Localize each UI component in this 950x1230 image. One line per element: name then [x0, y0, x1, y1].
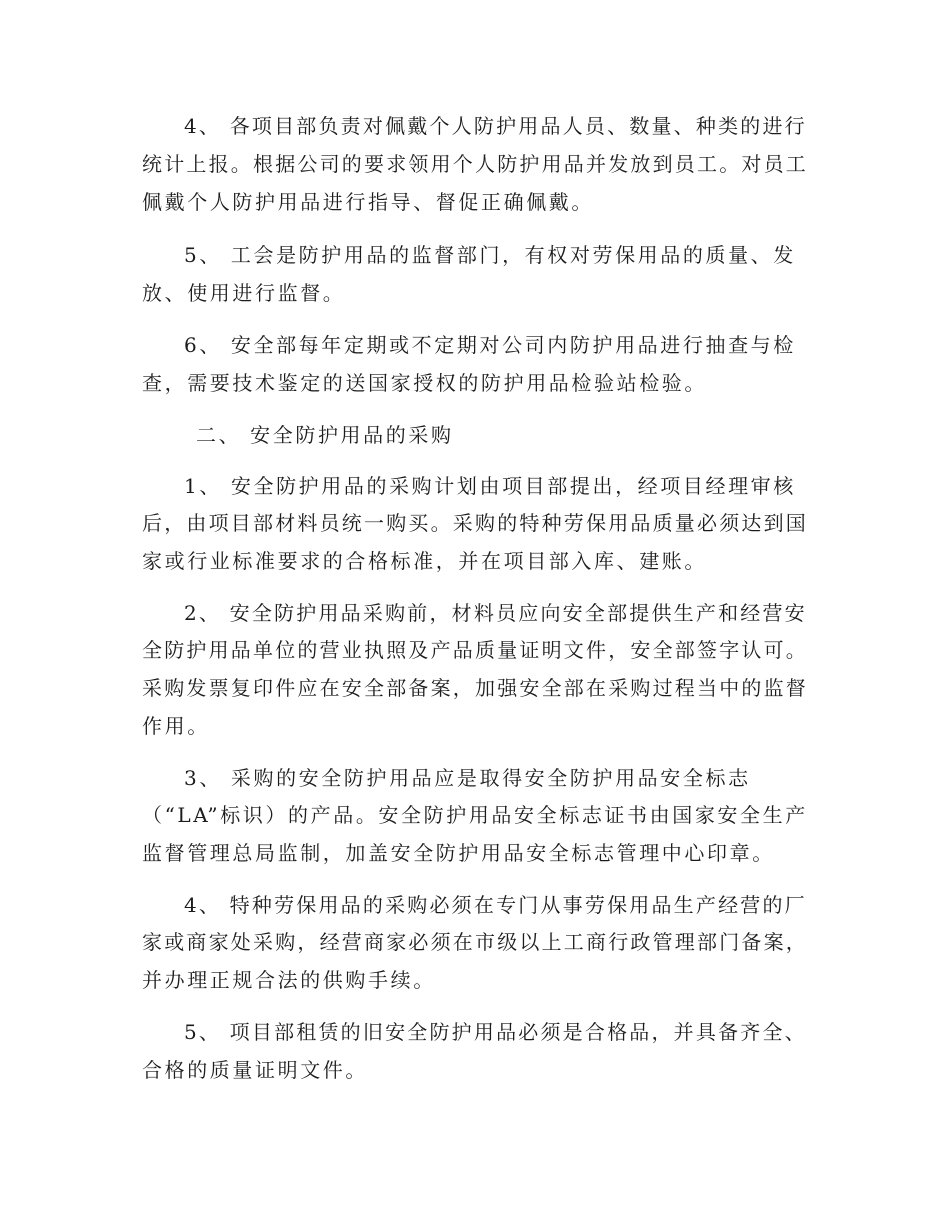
procurement-2-line-3: 采购发票复印件应在安全部备案，加强安全部在采购过程当中的监督 [142, 676, 808, 700]
procurement-3-line-1: 3、 采购的安全防护用品应是取得安全防护用品安全标志 [184, 766, 751, 790]
procurement-5-line-2: 合格的质量证明文件。 [142, 1058, 368, 1082]
procurement-2-line-2: 全防护用品单位的营业执照及产品质量证明文件，安全部签字认可。 [142, 638, 808, 662]
paragraph-4-line-1: 4、 各项目部负责对佩戴个人防护用品人员、数量、种类的进行 [184, 114, 807, 138]
paragraph-6-line-1: 6、 安全部每年定期或不定期对公司内防护用品进行抽查与检 [184, 333, 796, 357]
procurement-5-line-1: 5、 项目部租赁的旧安全防护用品必须是合格品，并具备齐全、 [184, 1020, 807, 1044]
procurement-3-line-3: 监督管理总局监制，加盖安全防护用品安全标志管理中心印章。 [142, 841, 775, 865]
procurement-4-line-3: 并办理正规合法的供购手续。 [142, 968, 436, 992]
procurement-4-line-1: 4、 特种劳保用品的采购必须在专门从事劳保用品生产经营的厂 [184, 893, 807, 917]
section-heading: 二、 安全防护用品的采购 [196, 423, 454, 447]
paragraph-4-line-2: 统计上报。根据公司的要求领用个人防护用品并发放到员工。对员工 [142, 152, 808, 176]
paragraph-4-line-3: 佩戴个人防护用品进行指导、督促正确佩戴。 [142, 190, 594, 214]
procurement-2-line-1: 2、 安全防护用品采购前，材料员应向安全部提供生产和经营安 [184, 601, 807, 625]
procurement-3-line-2: （“LA”标识）的产品。安全防护用品安全标志证书由国家安全生产 [142, 803, 808, 827]
procurement-2-line-4: 作用。 [142, 714, 210, 738]
procurement-4-line-2: 家或商家处采购，经营商家必须在市级以上工商行政管理部门备案， [142, 930, 808, 954]
paragraph-6-line-2: 查，需要技术鉴定的送国家授权的防护用品检验站检验。 [142, 371, 707, 395]
paragraph-5-line-2: 放、使用进行监督。 [142, 281, 346, 305]
procurement-1-line-2: 后，由项目部材料员统一购买。采购的特种劳保用品质量必须达到国 [142, 511, 808, 535]
procurement-1-line-3: 家或行业标准要求的合格标准，并在项目部入库、建账。 [142, 549, 707, 573]
procurement-1-line-1: 1、 安全防护用品的采购计划由项目部提出，经项目经理审核 [184, 474, 796, 498]
paragraph-5-line-1: 5、 工会是防护用品的监督部门，有权对劳保用品的质量、发 [184, 243, 796, 267]
